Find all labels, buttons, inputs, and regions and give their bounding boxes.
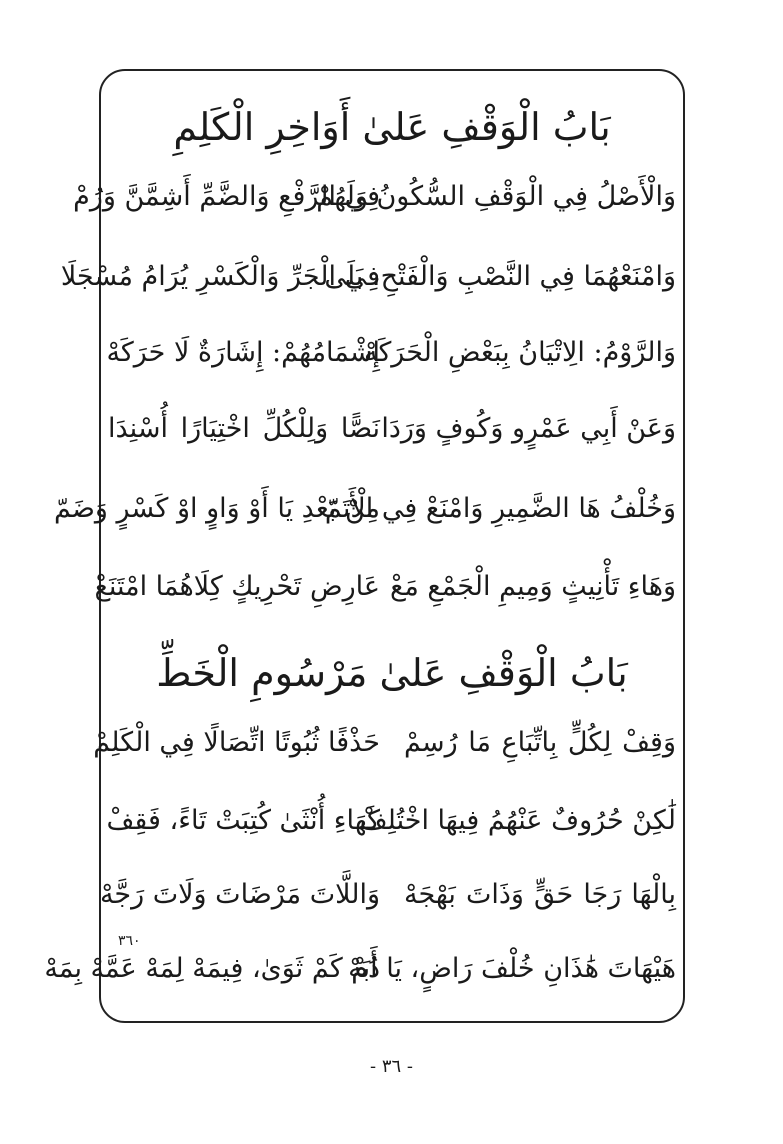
verse-first-hemistich: وَعَنْ أَبِي عَمْرٍو وَكُوفٍ وَرَدَا [381,413,676,444]
verse-first-hemistich: وَهَاءِ تَأْنِيثٍ وَمِيمِ الْجَمْعِ مَعْ [389,571,676,602]
verse-line [93,718,676,768]
verse-line [54,484,676,534]
verse-first-hemistich: لَٰكِنْ حُرُوفٌ عَنْهُمُ فِيهَا اخْتُلِفْ [359,805,676,836]
verse-first-hemistich: وَقِفْ لِكُلٍّ بِاتِّبَاعِ مَا رُسِمْ [404,727,676,758]
verse-second-hemistich: دُمْ كَمْ ثَوَىٰ، فِيمَهْ لِمَهْ عَمَّهْ بِمَهْ [44,953,380,984]
verse-second-hemistich: إِشْمَامُهُمْ: إِشَارَةٌ لَا حَرَكَهْ [106,337,380,368]
section-title-endings: بَابُ الْوَقْفِ عَلىٰ أَوَاخِرِ الْكَلِمِ [173,105,611,149]
verse-first-hemistich: وَخُلْفُ هَا الضَّمِيرِ وَامْنَعْ فِي الْأَتَمّ [324,493,676,524]
section-title-script: بَابُ الْوَقْفِ عَلىٰ مَرْسُومِ الْخَطِّ [156,651,628,695]
verse-first-hemistich: هَيْهَاتَ هَٰذَانِ خُلْفَ رَاضٍ، يَا أَبَهْ [348,953,676,984]
verse-first-hemistich: بِالْهَا رَجَا حَقٍّ وَذَاتَ بَهْجَهْ [404,879,676,910]
verse-second-hemistich: فِي الرَّفْعِ وَالضَّمِّ أَشِمَّنَّ وَرُمْ [73,181,380,212]
verse-line [94,562,676,612]
verse-line [73,172,676,222]
verse-line [99,870,676,920]
verse-second-hemistich: كَهَاءِ أُنْثَىٰ كُتِبَتْ تَاءً، فَقِفْ [106,805,380,836]
verse-second-hemistich: فِي الْجَرِّ وَالْكَسْرِ يُرَامُ مُسْجَلَا [60,261,380,292]
verse-second-hemistich: مِنْ بَعْدِ يَا أَوْ وَاوٍ اوْ كَسْرٍ وَضَمّ [54,493,380,524]
verse-first-hemistich: وَالْأَصْلُ فِي الْوَقْفِ السُّكُونُ وَلَهُمْ [316,181,676,212]
verse-second-hemistich: حَذْفًا ثُبُوتًا اتِّصَالًا فِي الْكَلِمْ [93,727,380,758]
verse-line [108,796,676,846]
verse-first-hemistich: وَالرَّوْمُ: الِاتْيَانُ بِبَعْضِ الْحَرَكَهْ [363,337,676,368]
verse-line [60,252,676,302]
verse-first-hemistich: وَامْنَعْهُمَا فِي النَّصْبِ وَالْفَتْحِ، بَلَىٰ [324,261,676,292]
verse-second-hemistich: وَاللَّاتَ مَرْضَاتَ وَلَاتَ رَجَّهْ [99,879,380,910]
page-number: - ٣٦ - [370,1056,413,1077]
verse-second-hemistich: عَارِضِ تَحْرِيكٍ كِلَاهُمَا امْتَنَعْ [94,571,380,602]
footnote-marker: ٣٦٠ [118,933,141,949]
verse-line [44,944,676,994]
verse-second-hemistich: نَصًّا وَلِلْكُلِّ اخْتِيَارًا أُسْنِدَا [108,413,380,444]
verse-line [108,404,676,454]
verse-line [108,328,676,378]
